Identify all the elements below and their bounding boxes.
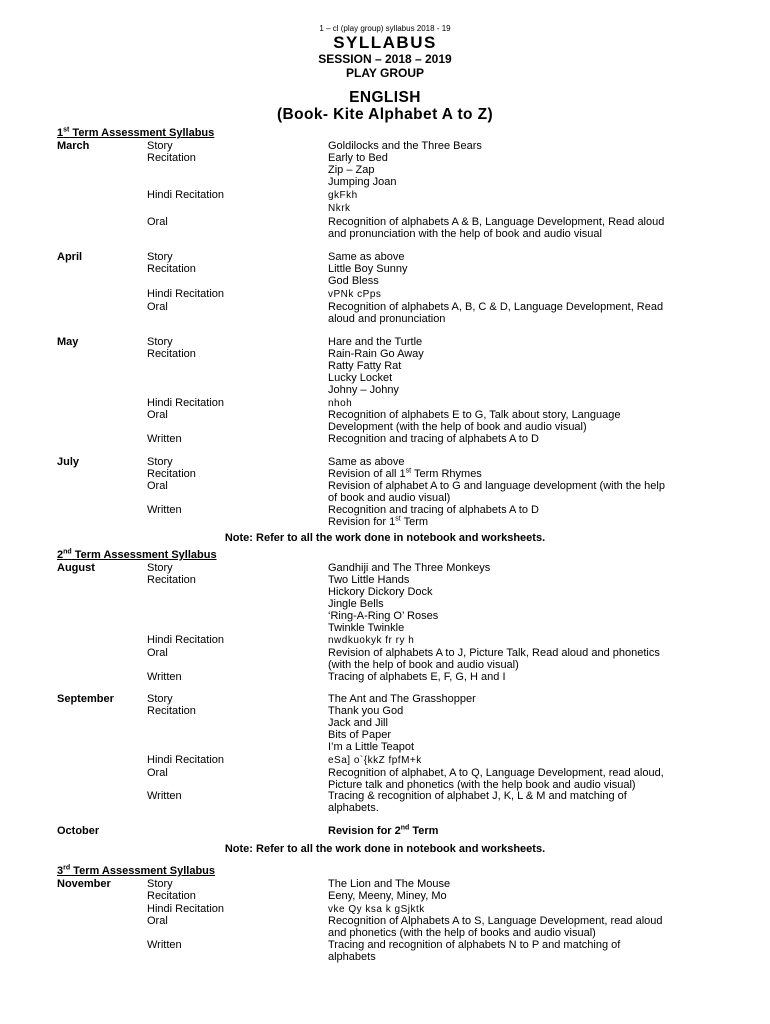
august-rhyme: Twinkle Twinkle <box>328 622 405 634</box>
month-october: October <box>57 825 100 837</box>
april-hindi: vPNk cPps <box>328 289 382 300</box>
april-story: Same as above <box>328 251 405 263</box>
label-hindi-recitation: Hindi Recitation <box>147 903 225 915</box>
april-rhyme: Little Boy Sunny <box>328 263 408 275</box>
march-hindi: gkFkh <box>328 190 358 201</box>
november-rhyme: Eeny, Meeny, Miney, Mo <box>328 890 447 902</box>
april-oral: aloud and pronunciation <box>328 313 446 325</box>
september-rhyme: Jack and Jill <box>328 717 388 729</box>
label-recitation: Recitation <box>147 348 196 360</box>
label-written: Written <box>147 939 182 951</box>
november-oral: and phonetics (with the help of books and audio visual) <box>328 927 596 939</box>
may-rhyme: Johny – Johny <box>328 384 399 396</box>
may-hindi: nhoh <box>328 398 353 409</box>
label-story: Story <box>147 693 173 705</box>
october-revision: Revision for 2nd Term <box>328 824 439 837</box>
label-hindi-recitation: Hindi Recitation <box>147 189 225 201</box>
august-oral: Revision of alphabets A to J, Picture Talk, Read aloud and phonetics <box>328 647 660 659</box>
november-hindi: vke Qy ksa k gSjktk <box>328 904 425 915</box>
july-oral: of book and audio visual) <box>328 492 451 504</box>
subject-title: ENGLISH <box>349 89 421 106</box>
label-story: Story <box>147 456 173 468</box>
september-rhyme: Thank you God <box>328 705 404 717</box>
page-title: SYLLABUS <box>333 33 437 52</box>
may-written: Recognition and tracing of alphabets A to D <box>328 433 539 445</box>
july-oral: Revision of alphabet A to G and language development (with the help <box>328 480 665 492</box>
month-july: July <box>57 456 80 468</box>
may-rhyme: Lucky Locket <box>328 372 393 384</box>
september-oral: Picture talk and phonetics (with the help book and audio visual) <box>328 779 636 791</box>
march-oral: and pronunciation with the help of book and audio visual <box>328 228 602 240</box>
month-september: September <box>57 693 114 705</box>
march-hindi: Nkrk <box>328 203 351 214</box>
label-story: Story <box>147 878 173 890</box>
session-line: SESSION – 2018 – 2019 <box>318 52 452 66</box>
group-line: PLAY GROUP <box>345 66 425 80</box>
july-written: Recognition and tracing of alphabets A to D <box>328 504 539 516</box>
label-story: Story <box>147 336 173 348</box>
march-rhyme: Zip – Zap <box>328 164 375 176</box>
august-hindi: nwdkuokyk fr ry h <box>328 635 415 646</box>
september-written: alphabets. <box>328 802 379 814</box>
august-story: Gandhiji and The Three Monkeys <box>328 562 491 574</box>
label-oral: Oral <box>147 767 168 779</box>
label-story: Story <box>147 140 173 152</box>
august-written: Tracing of alphabets E, F, G, H and I <box>328 671 506 683</box>
september-hindi: eSa] o`{kkZ fpfM+k <box>328 755 422 766</box>
label-recitation: Recitation <box>147 574 196 586</box>
label-oral: Oral <box>147 216 168 228</box>
label-hindi-recitation: Hindi Recitation <box>147 634 225 646</box>
may-rhyme: Ratty Fatty Rat <box>328 360 402 372</box>
april-oral: Recognition of alphabets A, B, C & D, Language Development, Read <box>328 301 664 313</box>
march-rhyme: Early to Bed <box>328 152 388 164</box>
august-rhyme: ‘Ring-A-Ring O’ Roses <box>328 610 439 622</box>
book-title: (Book- Kite Alphabet A to Z) <box>276 106 494 123</box>
label-recitation: Recitation <box>147 468 196 480</box>
label-oral: Oral <box>147 480 168 492</box>
month-may: May <box>57 336 79 348</box>
month-april: April <box>57 251 83 263</box>
label-written: Written <box>147 504 182 516</box>
april-rhyme: God Bless <box>328 275 379 287</box>
july-recitation: Revision of all 1st Term Rhymes <box>328 467 482 480</box>
september-rhyme: I’m a Little Teapot <box>328 741 415 753</box>
september-written: Tracing & recognition of alphabet J, K, L & M and matching of <box>328 790 627 802</box>
august-rhyme: Jingle Bells <box>328 598 384 610</box>
august-rhyme: Hickory Dickory Dock <box>328 586 433 598</box>
july-story: Same as above <box>328 456 405 468</box>
november-written: Tracing and recognition of alphabets N to P and matching of <box>328 939 621 951</box>
label-hindi-recitation: Hindi Recitation <box>147 397 225 409</box>
march-oral: Recognition of alphabets A & B, Language Development, Read aloud <box>328 216 665 228</box>
label-written: Written <box>147 433 182 445</box>
month-november: November <box>57 878 111 890</box>
november-written: alphabets <box>328 951 376 963</box>
august-oral: (with the help of book and audio visual) <box>328 659 519 671</box>
month-august: August <box>57 562 95 574</box>
label-hindi-recitation: Hindi Recitation <box>147 754 225 766</box>
march-rhyme: Jumping Joan <box>328 176 397 188</box>
note-term1: Note: Refer to all the work done in notebook and worksheets. <box>224 532 546 544</box>
label-story: Story <box>147 251 173 263</box>
label-hindi-recitation: Hindi Recitation <box>147 288 225 300</box>
label-oral: Oral <box>147 647 168 659</box>
note-term2: Note: Refer to all the work done in notebook and worksheets. <box>224 843 546 855</box>
july-revision: Revision for 1st Term <box>328 515 429 528</box>
label-oral: Oral <box>147 915 168 927</box>
label-oral: Oral <box>147 409 168 421</box>
may-oral: Development (with the help of book and audio visual) <box>328 421 587 433</box>
label-recitation: Recitation <box>147 890 196 902</box>
may-rhyme: Rain-Rain Go Away <box>328 348 424 360</box>
label-recitation: Recitation <box>147 263 196 275</box>
term2-heading: 2nd Term Assessment Syllabus <box>57 548 217 561</box>
label-recitation: Recitation <box>147 152 196 164</box>
term1-heading: 1st Term Assessment Syllabus <box>57 126 215 139</box>
label-oral: Oral <box>147 301 168 313</box>
november-oral: Recognition of Alphabets A to S, Language Development, read aloud <box>328 915 663 927</box>
august-rhyme: Two Little Hands <box>328 574 410 586</box>
may-oral: Recognition of alphabets E to G, Talk about story, Language <box>328 409 621 421</box>
september-story: The Ant and The Grasshopper <box>328 693 476 705</box>
september-rhyme: Bits of Paper <box>328 729 391 741</box>
may-story: Hare and the Turtle <box>328 336 423 348</box>
month-march: March <box>57 140 90 152</box>
label-story: Story <box>147 562 173 574</box>
label-written: Written <box>147 790 182 802</box>
november-story: The Lion and The Mouse <box>328 878 451 890</box>
label-written: Written <box>147 671 182 683</box>
term3-heading: 3rd Term Assessment Syllabus <box>57 864 216 877</box>
september-oral: Recognition of alphabet, A to Q, Language Development, read aloud, <box>328 767 664 779</box>
page-header: 1 – cl (play group) syllabus 2018 - 19 <box>319 24 451 33</box>
march-story: Goldilocks and the Three Bears <box>328 140 482 152</box>
label-recitation: Recitation <box>147 705 196 717</box>
